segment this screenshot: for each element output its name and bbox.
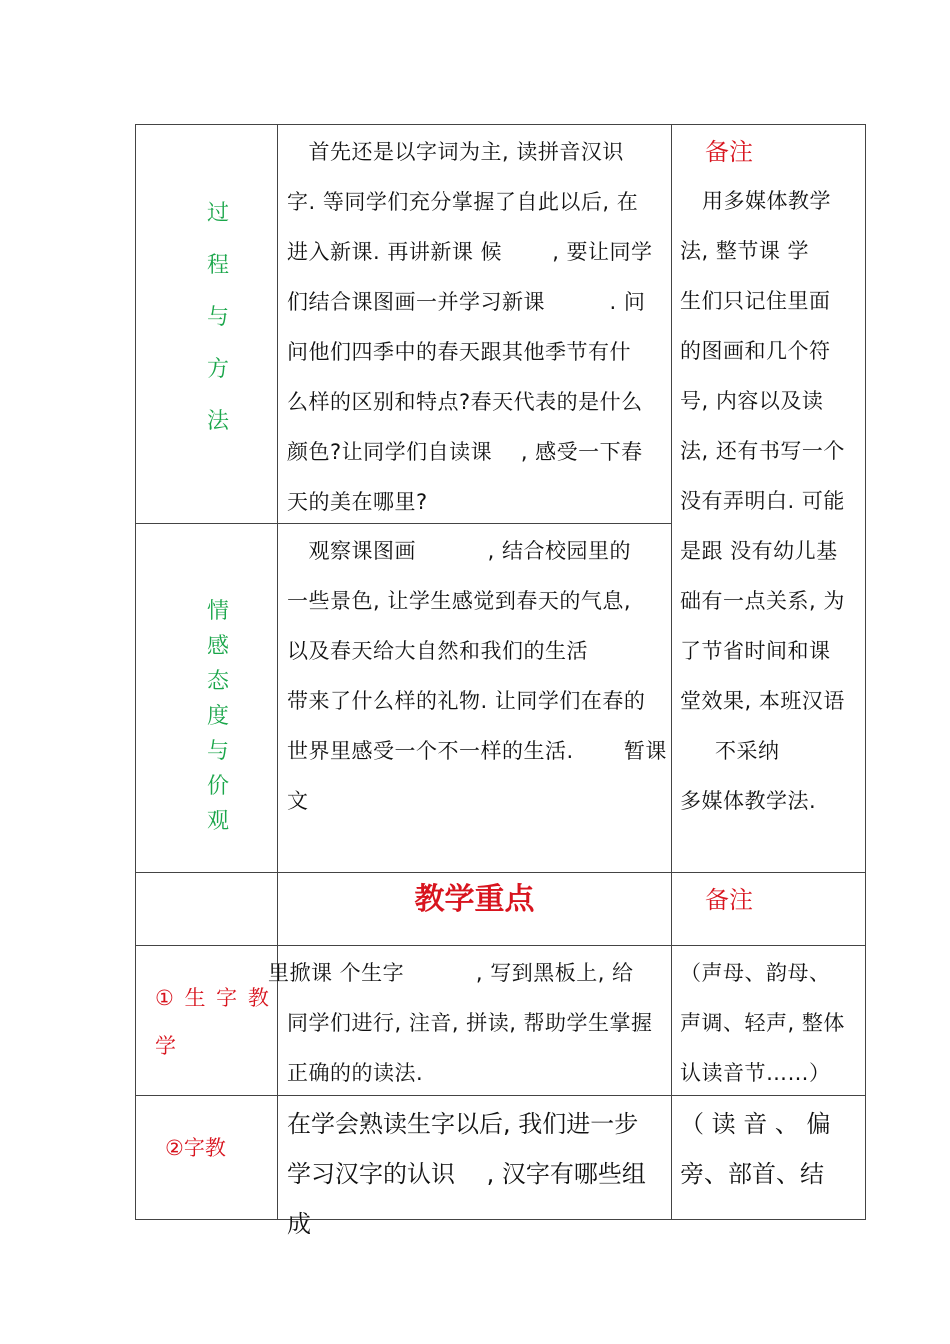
table-border-right [865,124,866,1220]
row-label-character-structure: ②字教 [165,1136,226,1160]
row-label-character-teaching: ① 生 字 教 学 [155,986,271,1058]
section-label-emotion-attitude-values: 情 感 态 度 与 价 观 [206,599,229,834]
lesson-plan-table [135,124,866,1238]
character-teaching-text: 里掀课 个生字 , 写到黑板上, 给 同学们进行, 注音, 拼读, 帮助学生掌握 正确的的读法. [268,961,653,1085]
column-divider [671,124,672,1220]
character-teaching-notes: （声母、韵母、 声调、轻声, 整体 认读音节……） [680,961,845,1085]
table-border-left [135,124,136,1220]
character-structure-notes: （ 读 音 、 偏 旁、部首、结 [680,1110,831,1188]
process-method-text: 首先还是以字词为主, 读拼音汉识 字. 等同学们充分掌握了自此以后, 在 进入新课. 再讲新课 候 , 要让同学 们结合课图画一并学习新课 . 问 问他们四季中的春天跟其他季节有什 么样的区别和特点?春天代表的是什么 颜色?让同学们自读课 , 感受一下春 天的美在哪里? [287,140,653,514]
notes-header: 备注 [705,138,753,166]
row-divider [135,872,866,873]
table-border-top [135,124,866,125]
row-divider [135,945,866,946]
focus-notes-header: 备注 [705,886,753,914]
section-label-process-method: 过 程 与 方 法 [206,201,229,434]
character-structure-text: 在学会熟读生字以后, 我们进一步 学习汉字的认识 , 汉字有哪些组成 [287,1110,646,1238]
emotion-attitude-text: 观察课图画 , 结合校园里的 一些景色, 让学生感觉到春天的气息, 以及春天给大自然和我们的生活 带来了什么样的礼物. 让同学们在春的 世界里感受一个不一样的生活. 暂课文 [287,539,667,813]
teaching-focus-title: 教学重点 [414,882,535,917]
notes-text: 用多媒体教学 法, 整节课 学 生们只记住里面 的图画和几个符 号, 内容以及读 法, 还有书写一个 没有弄明白. 可能 是跟 没有幼儿基 础有一点关系, 为 了节省时间和课 堂效果, 本班汉语 不采纳 多媒体教学法. [680,189,845,813]
